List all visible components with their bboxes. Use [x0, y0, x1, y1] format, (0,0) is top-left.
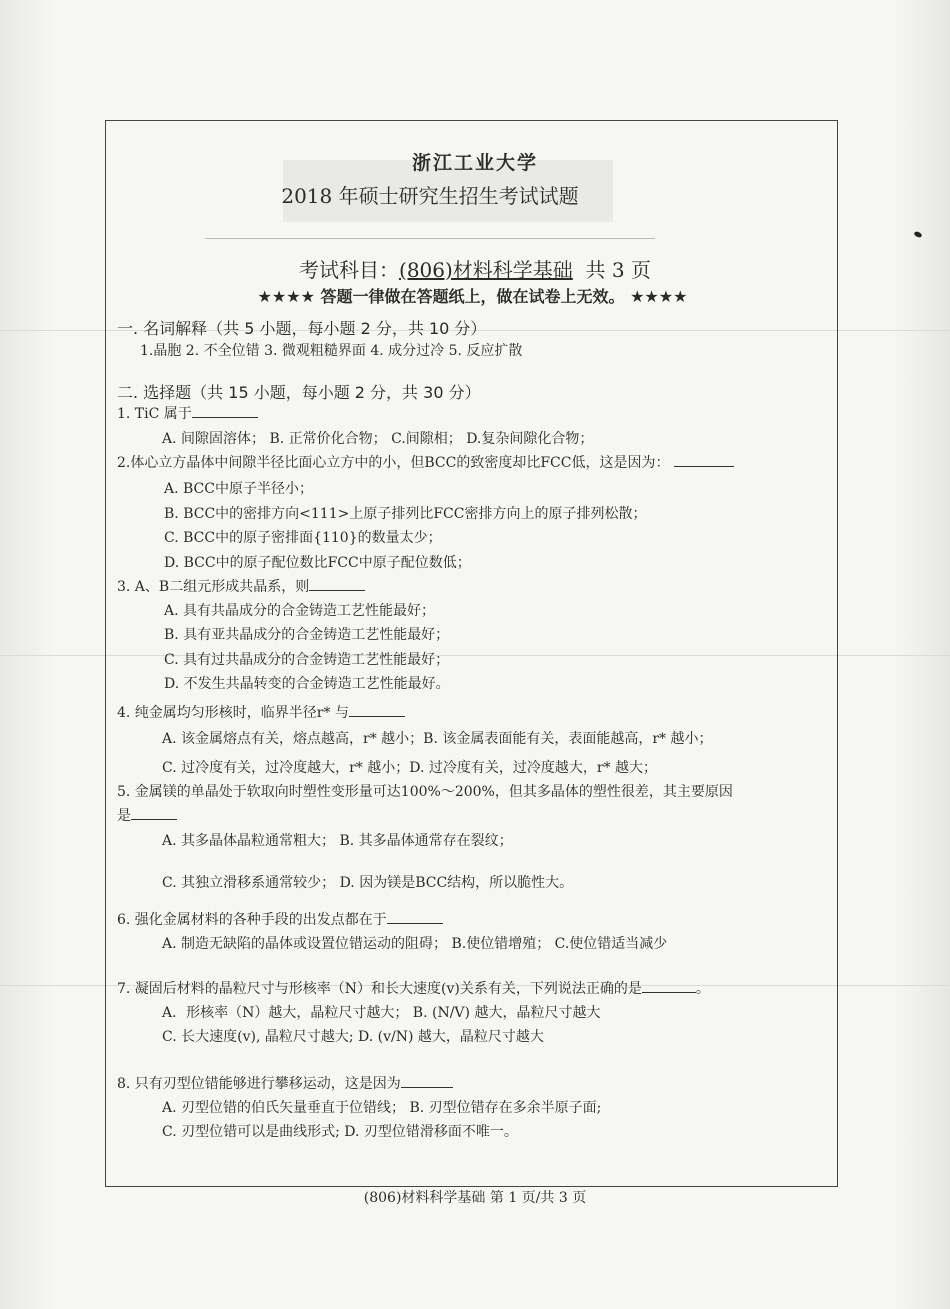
section1-title: 一. 名词解释（共 5 小题，每小题 2 分，共 10 分） [117, 319, 487, 338]
q8-options-ab: A. 刃型位错的伯氏矢量垂直于位错线； B. 刃型位错存在多余半原子面; [162, 1100, 602, 1116]
q3-stem [117, 576, 365, 596]
q5-options-cd: C. 其独立滑移系通常较少； D. 因为镁是BCC结构，所以脆性大。 [162, 875, 574, 891]
q3-option-a: A. 具有共晶成分的合金铸造工艺性能最好； [164, 603, 436, 619]
page-footer: (806)材料科学基础 第 1 页/共 3 页 [363, 1190, 587, 1206]
subject-pages: 共 3 页 [585, 258, 651, 282]
q2-option-a: A. BCC中原子半径小； [164, 481, 313, 497]
subject-line [0, 254, 950, 283]
q1-stem [117, 403, 258, 423]
answer-blank [387, 909, 443, 924]
subject-prefix: 考试科目： [299, 258, 400, 282]
q3-stem-text: 3. A、B二组元形成共晶系，则 [117, 579, 310, 595]
q3-option-d: D. 不发生共晶转变的合金铸造工艺性能最好。 [164, 676, 450, 692]
q2-stem-text: 2.体心立方晶体中间隙半径比面心立方中的小，但BCC的致密度却比FCC低，这是因为： [117, 455, 670, 471]
answer-notice: ★★★★ 答题一律做在答题纸上，做在试卷上无效。 ★★★★ [257, 287, 688, 306]
q5-options-ab: A. 其多晶体晶粒通常粗大； B. 其多晶体通常存在裂纹； [162, 833, 513, 849]
q8-options-cd: C. 刃型位错可以是曲线形式; D. 刃型位错滑移面不唯一。 [162, 1124, 518, 1140]
subject-code: (806)材料科学基础 [399, 258, 573, 282]
q1-stem-text: 1. TiC 属于 [117, 406, 192, 422]
q4-stem-text: 4. 纯金属均匀形核时，临界半径r* 与 [117, 705, 349, 721]
q5-stem-line2 [117, 805, 177, 825]
q3-option-c: C. 具有过共晶成分的合金铸造工艺性能最好； [164, 652, 450, 668]
header-divider [205, 238, 655, 239]
q6-stem-text: 6. 强化金属材料的各种手段的出发点都在于 [117, 912, 387, 928]
answer-blank [131, 805, 177, 820]
q4-stem [117, 702, 405, 722]
q2-option-d: D. BCC中的原子配位数比FCC中原子配位数低； [164, 555, 471, 571]
q7-stem-text: 7. 凝固后材料的晶粒尺寸与形核率（N）和长大速度(v)关系有关，下列说法正确的是 [117, 981, 642, 997]
section2-title: 二. 选择题（共 15 小题，每小题 2 分，共 30 分） [117, 383, 481, 402]
q3-option-b: B. 具有亚共晶成分的合金铸造工艺性能最好； [164, 627, 450, 643]
q7-options-ab: A．形核率（N）越大，晶粒尺寸越大； B. (N/V) 越大，晶粒尺寸越大 [162, 1005, 601, 1021]
q8-stem-text: 8. 只有刃型位错能够进行攀移运动，这是因为 [117, 1076, 401, 1092]
answer-blank [192, 403, 258, 418]
answer-blank [401, 1073, 453, 1088]
q8-stem [117, 1073, 453, 1093]
q2-stem [117, 452, 734, 472]
q4-options-ab: A. 该金属熔点有关，熔点越高，r* 越小；B. 该金属表面能有关，表面能越高，r* 越小； [162, 731, 713, 747]
q7-stem-end: 。 [695, 981, 710, 997]
section1-items: 1.晶胞 2. 不全位错 3. 微观粗糙界面 4. 成分过冷 5. 反应扩散 [140, 343, 523, 359]
q6-options: A. 制造无缺陷的晶体或设置位错运动的阻碍； B.使位错增殖； C.使位错适当减少 [162, 936, 668, 952]
q5-stem-line1: 5. 金属镁的单晶处于软取向时塑性变形量可达100%～200%，但其多晶体的塑性很差，其主要原因 [117, 784, 733, 800]
q2-option-b: B. BCC中的密排方向<111>上原子排列比FCC密排方向上的原子排列松散； [164, 506, 647, 522]
q2-option-c: C. BCC中的原子密排面{110}的数量太少； [164, 530, 442, 546]
answer-blank [674, 452, 734, 467]
q4-options-cd: C. 过冷度有关，过冷度越大，r* 越小；D. 过冷度有关，过冷度越大，r* 越大； [162, 760, 658, 776]
answer-blank [349, 702, 405, 717]
q7-stem [117, 978, 710, 998]
q6-stem [117, 909, 443, 929]
q5-stem2-text: 是 [117, 808, 131, 824]
q7-options-cd: C. 长大速度(v), 晶粒尺寸越大; D. (v/N) 越大，晶粒尺寸越大 [162, 1029, 544, 1045]
university-name: 浙江工业大学 [411, 152, 538, 174]
answer-blank [642, 978, 696, 993]
q1-options: A. 间隙固溶体； B. 正常价化合物； C.间隙相； D.复杂间隙化合物； [162, 431, 594, 447]
answer-blank [309, 576, 365, 591]
exam-title: 2018 年硕士研究生招生考试试题 [281, 184, 579, 208]
